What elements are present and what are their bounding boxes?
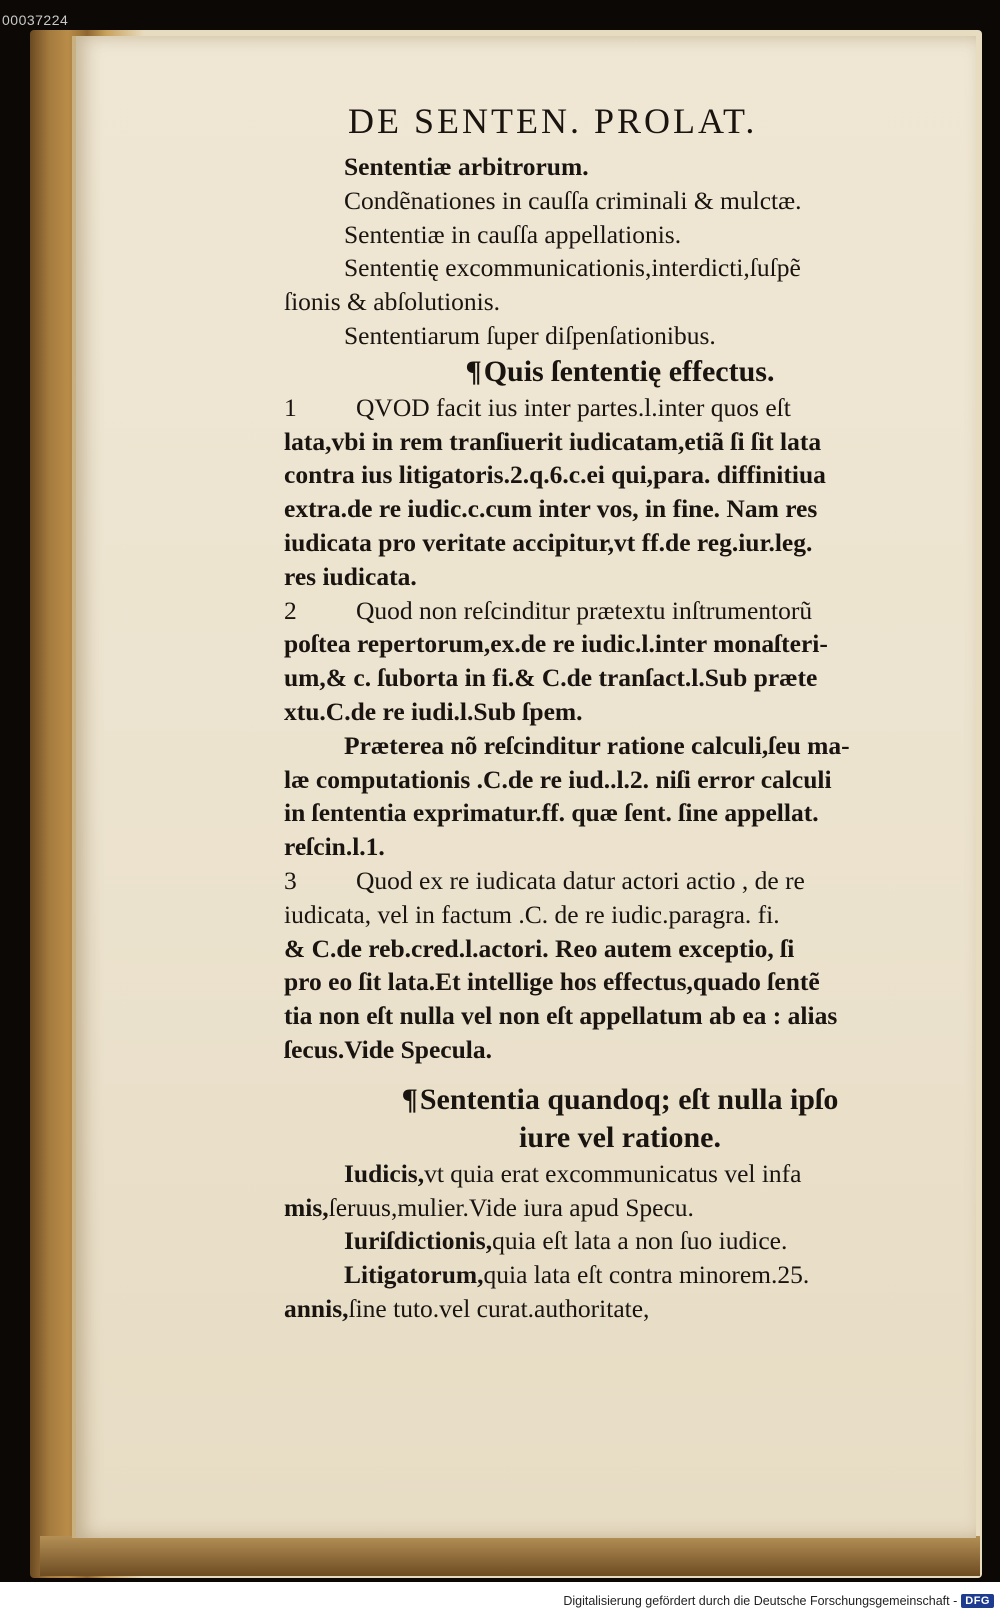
text-line: in ſententia exprimatur.ff. quæ ſent. ſine appellat.: [284, 798, 819, 828]
item-number: 2: [284, 595, 297, 625]
text-line: annis,ſine tuto.vel curat.authoritate,: [284, 1293, 650, 1323]
text-line: Sententię excommunicationis,interdicti,ſuſpẽ: [344, 253, 801, 283]
running-head: DE SENTEN. PROLAT.: [348, 101, 758, 141]
dfg-logo: DFG: [961, 1594, 994, 1608]
text-line: Iuriſdictionis,quia eſt lata a non ſuo iudice.: [344, 1226, 788, 1256]
text-line: res iudicata.: [284, 561, 417, 591]
text-line: læ computationis .C.de re iud..l.2. niſi error calculi: [284, 764, 832, 794]
text-line: Iudicis,vt quia erat excommunicatus vel infa: [344, 1158, 802, 1188]
text-line: 3 Quod ex re iudicata datur actori actio , de re: [284, 864, 956, 898]
text-line: Sententiæ in cauſſa appellationis.: [344, 219, 682, 249]
text-line: xtu.C.de re iudi.l.Sub ſpem.: [284, 696, 583, 726]
text-line: 2 Quod non reſcinditur prætextu inſtrumentorũ: [284, 594, 956, 628]
text-line: & C.de reb.cred.l.actori. Reo autem exceptio, ſi: [284, 933, 795, 963]
text-line: Sententiæ arbitrorum.: [344, 152, 589, 181]
footer-text: Digitalisierung gefördert durch die Deutsche Forschungsgemeinschaft -: [563, 1594, 958, 1608]
page-text: [284, 100, 956, 1326]
text-line: contra ius litigatoris.2.q.6.c.ei qui,para. diffinitiua: [284, 460, 826, 490]
text-line: Præterea nõ reſcinditur ratione calculi,ſeu ma-: [344, 730, 850, 760]
text-line: Litigatorum,quia lata eſt contra minorem.25.: [344, 1260, 810, 1290]
item-number: 1: [284, 392, 297, 422]
pilcrow-icon: ¶: [465, 354, 482, 388]
scan-id: 00037224: [2, 12, 69, 28]
text-line: ſecus.Vide Specula.: [284, 1034, 493, 1064]
text-line: reſcin.l.1.: [284, 832, 385, 862]
text-line: 1 QVOD facit ius inter partes.l.inter quos eſt: [284, 391, 956, 425]
text-line: ſionis & abſolutionis.: [284, 287, 501, 317]
text-line: Condẽnationes in cauſſa criminali & mulctæ.: [344, 185, 802, 215]
item-number: 3: [284, 865, 297, 895]
text-line: lata,vbi in rem tranſiuerit iudicatam,etiã ſi ſit lata: [284, 426, 822, 456]
text-line: um,& c. ſuborta in fi.& C.de tranſact.l.Sub præte: [284, 663, 818, 693]
text-line: mis,ſeruus,mulier.Vide iura apud Specu.: [284, 1192, 694, 1222]
text-line: iudicata pro veritate accipitur,vt ff.de reg.iur.leg.: [284, 527, 813, 557]
text-line: tia non eſt nulla vel non eſt appellatum ab ea : alias: [284, 1001, 838, 1031]
digitization-footer: [563, 1594, 994, 1608]
section-heading: ¶Quis ſententię effectus.: [465, 354, 775, 388]
text-line: pro eo ſit lata.Et intellige hos effectus,quado ſentẽ: [284, 967, 820, 997]
text-line: Sententiarum ſuper diſpenſationibus.: [344, 320, 716, 350]
section-heading-cont: iure vel ratione.: [519, 1120, 721, 1154]
pilcrow-icon: ¶: [401, 1082, 418, 1116]
page-bottom-edge: [40, 1536, 980, 1576]
section-heading: ¶Sententia quandoq; eſt nulla ipſo: [401, 1082, 839, 1116]
text-line: poſtea repertorum,ex.de re iudic.l.inter monaſteri-: [284, 629, 828, 659]
text-line: extra.de re iudic.c.cum inter vos, in fine. Nam res: [284, 494, 818, 524]
text-line: iudicata, vel in factum .C. de re iudic.paragra. fi.: [284, 899, 780, 929]
